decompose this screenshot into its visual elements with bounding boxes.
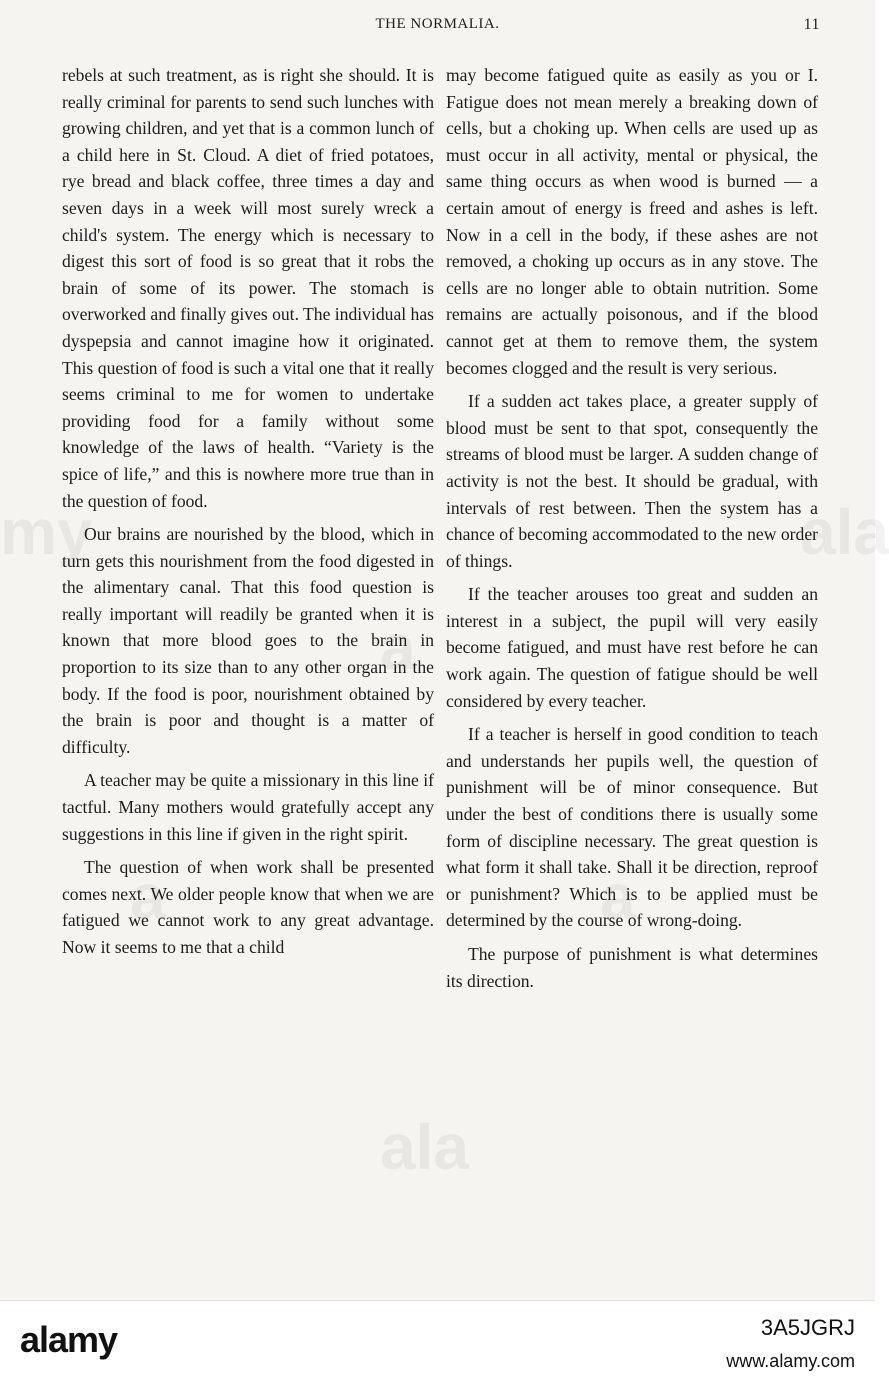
image-id: 3A5JGRJ — [760, 1315, 855, 1340]
watermark-text: my — [0, 496, 93, 568]
watermark-text: a — [130, 861, 166, 933]
paragraph: The purpose of punishment is what determines its direction. — [446, 944, 818, 991]
paragraph: If the teacher arouses too great and sudden an interest in a subject, the pupil will very easily become fatigued, and must have rest before he can work again. The question of fatigue should be well considered by every teacher. — [446, 584, 818, 711]
watermark-text: a — [380, 611, 416, 683]
journal-title: THE NORMALIA. — [375, 16, 500, 32]
running-head — [0, 16, 875, 38]
watermark-text: ala — [800, 496, 889, 568]
alamy-logo: alamy — [20, 1319, 118, 1360]
paragraph: may become fatigued quite as easily as you or I. Fatigue does not mean merely a breaking down of cells, but a choking up. When cells are used up as must occur in all activity, mental or physical, the same thing occurs as when wood is burned — a certain amout of energy is freed and ashes is left. Now in a cell in the body, if these ashes are not removed, a choking up occurs as in any stove. The cells are no longer able to obtain nutrition. Some remains are actually poisonous, and if the blood cannot get at them to remove them, the system becomes clogged and the result is very serious. — [446, 65, 818, 378]
right-column — [446, 62, 818, 1001]
left-column — [62, 62, 434, 968]
paragraph: If a sudden act takes place, a greater supply of blood must be sent to that spot, consequently the streams of blood must be larger. A sudden change of activity is not the best. It should be gradual, with intervals of rest between. Then the system has a chance of becoming accommodated to the new order of things. — [446, 391, 818, 571]
paragraph: A teacher may be quite a missionary in this line if tactful. Many mothers would gratefully accept any suggestions in this line if given in the right spirit. — [62, 770, 434, 844]
stock-footer — [0, 1300, 875, 1391]
paragraph: The question of when work shall be presented comes next. We older people know that when we are fatigued we cannot work to any great advantage. Now it seems to me that a child — [62, 857, 434, 957]
watermark-text: a — [600, 861, 636, 933]
paragraph: rebels at such treatment, as is right she should. It is really criminal for parents to send such lunches with growing children, and yet that is a common lunch of a child here in St. Cloud. A diet of fried potatoes, rye bread and black coffee, three times a day and seven days in a week will most surely wreck a child's system. The energy which is necessary to digest this sort of food is so great that it robs the brain of some of its power. The stomach is overworked and finally gives out. The individual has dyspepsia and cannot imagine how it originated. This question of food is such a vital one that it really seems criminal to me for women to undertake providing food for a family without some knowledge of the laws of health. “Variety is the spice of life,” and this is nowhere more true than in the question of food. — [62, 65, 434, 511]
watermark-text: ala — [380, 1111, 469, 1183]
site-url: www.alamy.com — [726, 1351, 855, 1371]
page-number: 11 — [803, 16, 820, 33]
paragraph: If a teacher is herself in good condition to teach and understands her pupils well, the question of punishment will be of minor consequence. But under the best of conditions there is usually some form of discipline necessary. The great question is what form it shall take. Shall it be direction, reproof or punishment? Which is to be applied must be determined by the course of wrong-doing. — [446, 724, 818, 931]
paragraph: Our brains are nourished by the blood, which in turn gets this nourishment from the food digested in the alimentary canal. That this food question is really important will readily be granted when it is known that more blood goes to the brain in proportion to its size than to any other organ in the body. If the food is poor, nourishment obtained by the brain is poor and thought is a matter of difficulty. — [62, 524, 434, 757]
